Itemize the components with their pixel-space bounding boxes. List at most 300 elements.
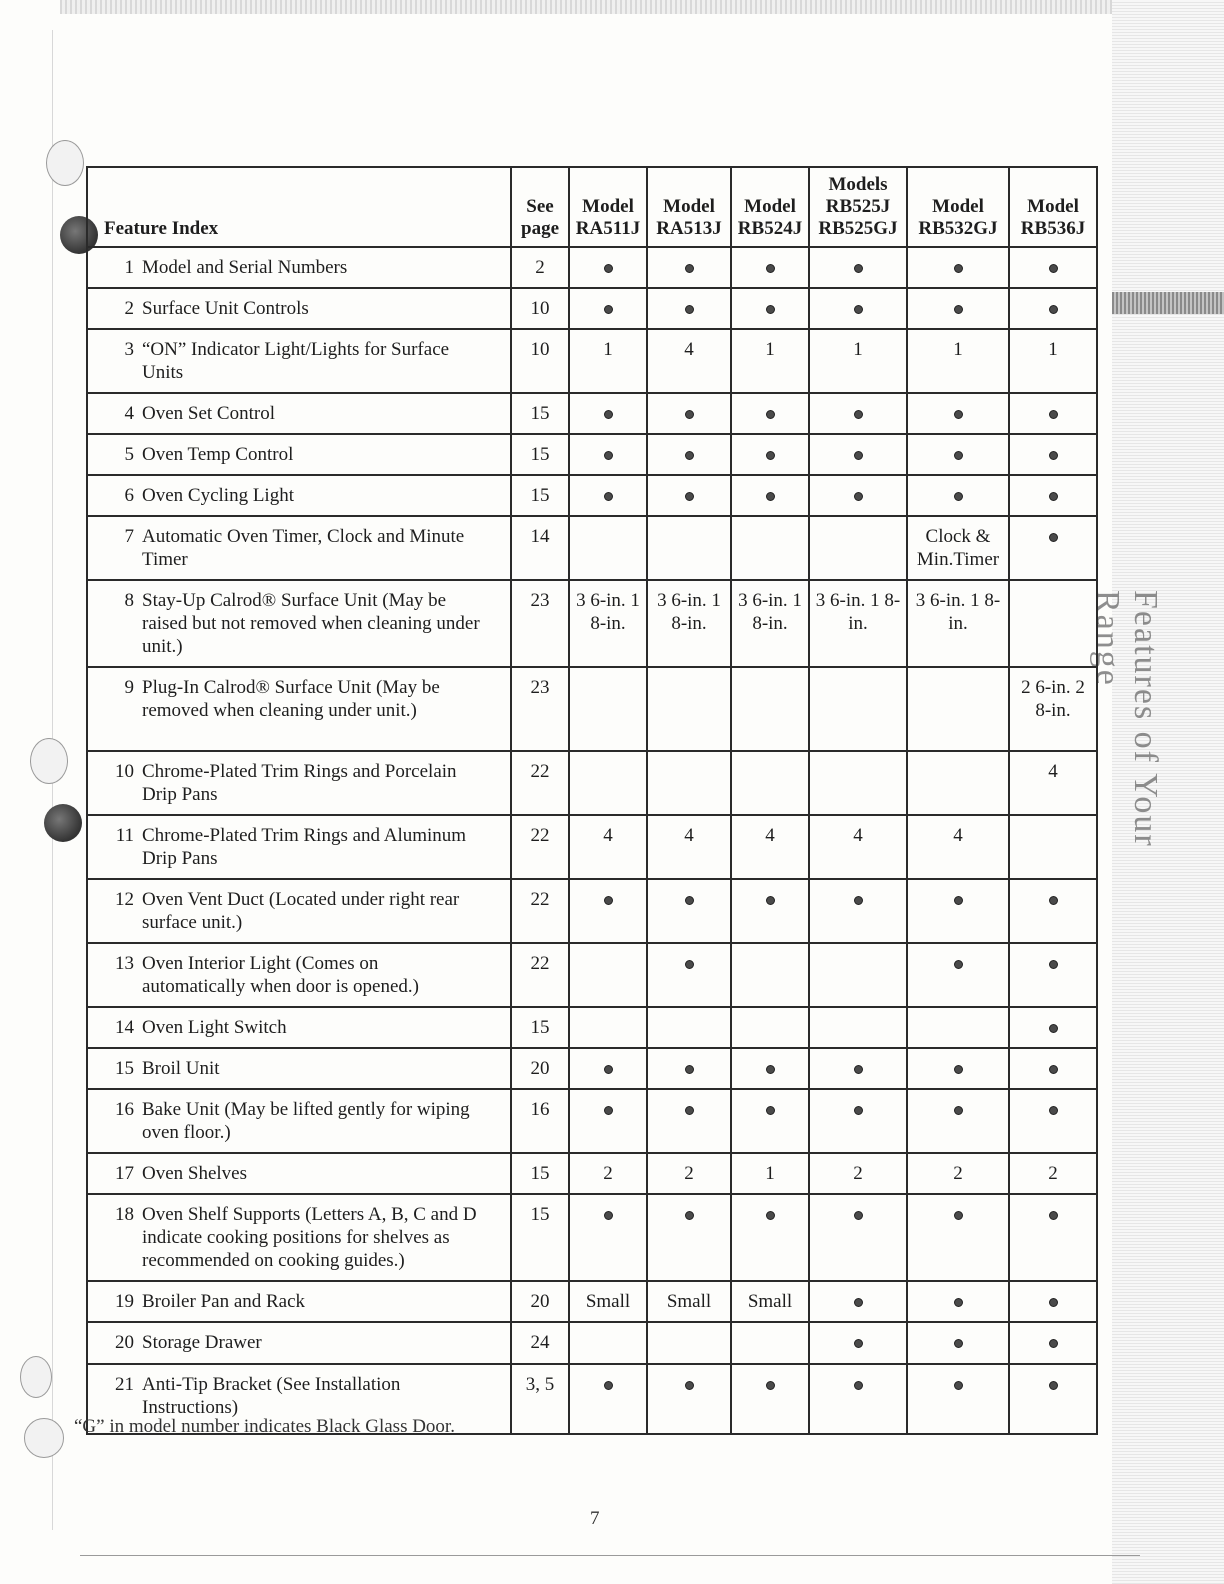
model-cell xyxy=(809,1364,907,1434)
model-cell xyxy=(647,475,731,516)
model-cell xyxy=(647,1089,731,1153)
model-cell xyxy=(647,288,731,329)
model-cell xyxy=(809,1007,907,1048)
feature-cell xyxy=(87,516,511,580)
bullet-icon xyxy=(854,264,863,273)
model-cell: 1 xyxy=(907,329,1009,393)
feature-number: 7 xyxy=(124,526,134,547)
bullet-icon xyxy=(1049,1298,1058,1307)
bullet-icon xyxy=(604,1381,613,1390)
bullet-icon xyxy=(766,1106,775,1115)
feature-name: Model and Serial Numbers xyxy=(142,257,348,278)
bullet-icon xyxy=(1049,1065,1058,1074)
bullet-icon xyxy=(1049,492,1058,501)
feature-number: 21 xyxy=(115,1374,134,1395)
bullet-icon xyxy=(954,1211,963,1220)
model-cell xyxy=(731,1089,809,1153)
model-cell xyxy=(569,475,647,516)
model-cell xyxy=(907,475,1009,516)
feature-name: Broil Unit xyxy=(142,1058,220,1079)
model-cell: 1 xyxy=(569,329,647,393)
side-title: Features of Your Range xyxy=(1089,590,1164,848)
feature-number: 11 xyxy=(115,825,134,846)
bullet-icon xyxy=(604,451,613,460)
see-page-cell: 15 xyxy=(511,393,569,434)
bullet-icon xyxy=(954,960,963,969)
model-cell: 4 xyxy=(647,815,731,879)
see-page-cell: 20 xyxy=(511,1048,569,1089)
bullet-icon xyxy=(854,492,863,501)
model-cell xyxy=(809,1089,907,1153)
bullet-icon xyxy=(766,410,775,419)
model-cell xyxy=(647,667,731,751)
model-cell xyxy=(647,1007,731,1048)
bullet-icon xyxy=(604,264,613,273)
model-cell xyxy=(569,1048,647,1089)
model-cell xyxy=(809,516,907,580)
model-cell xyxy=(809,393,907,434)
table-row xyxy=(87,393,1097,434)
feature-name: Anti-Tip Bracket (See Installation Instructions) xyxy=(142,1374,401,1418)
bullet-icon xyxy=(1049,451,1058,460)
model-cell xyxy=(907,1322,1009,1364)
model-cell xyxy=(907,247,1009,288)
feature-cell xyxy=(87,1048,511,1089)
bullet-icon xyxy=(685,264,694,273)
bullet-icon xyxy=(954,492,963,501)
model-cell xyxy=(569,1364,647,1434)
model-cell xyxy=(809,667,907,751)
bullet-icon xyxy=(766,492,775,501)
model-cell xyxy=(1009,247,1097,288)
model-cell xyxy=(569,434,647,475)
feature-cell xyxy=(87,943,511,1007)
model-cell xyxy=(731,943,809,1007)
model-cell xyxy=(1009,434,1097,475)
feature-name: Surface Unit Controls xyxy=(142,298,309,319)
feature-number: 4 xyxy=(124,403,134,424)
model-cell xyxy=(569,667,647,751)
see-page-cell: 14 xyxy=(511,516,569,580)
model-cell xyxy=(907,1089,1009,1153)
model-cell xyxy=(647,1048,731,1089)
model-cell xyxy=(809,1048,907,1089)
bullet-icon xyxy=(1049,410,1058,419)
model-cell xyxy=(1009,943,1097,1007)
feature-number: 12 xyxy=(115,889,134,910)
bullet-icon xyxy=(1049,1024,1058,1033)
binder-hole xyxy=(20,1356,52,1398)
feature-name: Oven Temp Control xyxy=(142,444,294,465)
scan-edge-bottom xyxy=(80,1555,1140,1556)
feature-number: 20 xyxy=(115,1332,134,1353)
bullet-icon xyxy=(854,451,863,460)
model-cell xyxy=(647,1322,731,1364)
model-cell xyxy=(1009,288,1097,329)
model-cell xyxy=(731,434,809,475)
feature-name: Oven Set Control xyxy=(142,403,275,424)
model-cell xyxy=(809,434,907,475)
model-cell xyxy=(907,667,1009,751)
model-cell: Small xyxy=(569,1281,647,1322)
model-cell xyxy=(731,475,809,516)
model-cell xyxy=(569,247,647,288)
model-cell xyxy=(647,393,731,434)
feature-cell xyxy=(87,1153,511,1194)
model-cell xyxy=(1009,580,1097,667)
model-cell xyxy=(647,943,731,1007)
bullet-icon xyxy=(1049,1339,1058,1348)
model-cell: 1 xyxy=(731,1153,809,1194)
table-row xyxy=(87,943,1097,1007)
binder-hole xyxy=(30,738,68,784)
model-cell: Clock & Min.Timer xyxy=(907,516,1009,580)
bullet-icon xyxy=(854,410,863,419)
feature-number: 6 xyxy=(124,485,134,506)
footnote: “G” in model number indicates Black Glass Door. xyxy=(74,1416,455,1437)
feature-cell xyxy=(87,329,511,393)
model-cell xyxy=(907,288,1009,329)
model-cell xyxy=(647,1364,731,1434)
bullet-icon xyxy=(685,410,694,419)
bullet-icon xyxy=(854,896,863,905)
model-cell xyxy=(907,1048,1009,1089)
table-row xyxy=(87,1007,1097,1048)
feature-index-table xyxy=(86,166,1098,1435)
model-header: Models RB525J RB525GJ xyxy=(809,167,907,247)
model-header: Model RA511J xyxy=(569,167,647,247)
bullet-icon xyxy=(854,1298,863,1307)
feature-number: 10 xyxy=(115,761,134,782)
model-cell xyxy=(907,751,1009,815)
bullet-icon xyxy=(954,451,963,460)
model-cell xyxy=(569,288,647,329)
model-cell xyxy=(731,288,809,329)
feature-number: 13 xyxy=(115,953,134,974)
model-cell: 4 xyxy=(907,815,1009,879)
model-cell: 4 xyxy=(1009,751,1097,815)
bullet-icon xyxy=(954,1106,963,1115)
model-cell xyxy=(731,1322,809,1364)
model-cell xyxy=(907,393,1009,434)
model-cell: 2 xyxy=(647,1153,731,1194)
see-page-cell: 24 xyxy=(511,1322,569,1364)
feature-name: Broiler Pan and Rack xyxy=(142,1291,306,1312)
model-cell xyxy=(647,434,731,475)
table-row xyxy=(87,815,1097,879)
feature-number: 18 xyxy=(115,1204,134,1225)
feature-number: 14 xyxy=(115,1017,134,1038)
model-cell: 4 xyxy=(731,815,809,879)
model-cell xyxy=(569,1194,647,1281)
feature-cell xyxy=(87,580,511,667)
bullet-icon xyxy=(766,451,775,460)
model-cell xyxy=(1009,516,1097,580)
feature-name: Storage Drawer xyxy=(142,1332,262,1353)
feature-cell xyxy=(87,1194,511,1281)
feature-cell xyxy=(87,247,511,288)
bullet-icon xyxy=(685,451,694,460)
model-cell: 4 xyxy=(569,815,647,879)
model-cell xyxy=(569,879,647,943)
feature-name: “ON” Indicator Light/Lights for Surface Units xyxy=(142,339,450,383)
model-cell xyxy=(907,879,1009,943)
model-cell: Small xyxy=(647,1281,731,1322)
feature-cell xyxy=(87,1281,511,1322)
table-row xyxy=(87,751,1097,815)
feature-number: 8 xyxy=(124,590,134,611)
bullet-icon xyxy=(854,1211,863,1220)
model-cell xyxy=(569,516,647,580)
see-page-cell: 22 xyxy=(511,879,569,943)
model-cell xyxy=(1009,393,1097,434)
model-cell: 2 xyxy=(809,1153,907,1194)
feature-cell xyxy=(87,1089,511,1153)
bullet-icon xyxy=(954,1065,963,1074)
feature-number: 17 xyxy=(115,1163,134,1184)
model-cell xyxy=(907,1364,1009,1434)
model-cell xyxy=(569,1089,647,1153)
scan-dark-band xyxy=(1112,292,1224,314)
model-cell: 2 xyxy=(907,1153,1009,1194)
model-cell xyxy=(731,879,809,943)
feature-index-header: Feature Index xyxy=(87,167,511,247)
page-number: 7 xyxy=(590,1508,600,1529)
model-cell xyxy=(731,751,809,815)
feature-name: Plug-In Calrod® Surface Unit (May be removed when cleaning under unit.) xyxy=(142,677,440,721)
model-cell xyxy=(907,943,1009,1007)
model-cell: 1 xyxy=(1009,329,1097,393)
table-row xyxy=(87,434,1097,475)
bullet-icon xyxy=(604,1065,613,1074)
feature-cell xyxy=(87,1007,511,1048)
header-row xyxy=(87,167,1097,247)
bullet-icon xyxy=(685,1106,694,1115)
feature-name: Bake Unit (May be lifted gently for wiping oven floor.) xyxy=(142,1099,470,1143)
bullet-icon xyxy=(1049,1381,1058,1390)
feature-cell xyxy=(87,815,511,879)
model-header: Model RB524J xyxy=(731,167,809,247)
model-cell xyxy=(731,516,809,580)
feature-number: 16 xyxy=(115,1099,134,1120)
bullet-icon xyxy=(766,1381,775,1390)
see-page-cell: 23 xyxy=(511,580,569,667)
bullet-icon xyxy=(604,896,613,905)
table-row xyxy=(87,329,1097,393)
model-cell xyxy=(569,751,647,815)
model-cell: Small xyxy=(731,1281,809,1322)
model-cell xyxy=(731,1007,809,1048)
bullet-icon xyxy=(954,1381,963,1390)
see-page-cell: 15 xyxy=(511,1194,569,1281)
feature-name: Stay-Up Calrod® Surface Unit (May be raised but not removed when cleaning under unit.) xyxy=(142,590,480,657)
model-header: Model RB536J xyxy=(1009,167,1097,247)
feature-name: Chrome-Plated Trim Rings and Porcelain Drip Pans xyxy=(142,761,457,805)
bullet-icon xyxy=(766,1211,775,1220)
model-cell xyxy=(731,247,809,288)
see-page-cell: 22 xyxy=(511,751,569,815)
model-header: Model RB532GJ xyxy=(907,167,1009,247)
model-cell: 2 xyxy=(569,1153,647,1194)
see-page-cell: 15 xyxy=(511,475,569,516)
bullet-icon xyxy=(854,1065,863,1074)
model-cell: 3 6-in. 1 8-in. xyxy=(647,580,731,667)
model-cell xyxy=(1009,1281,1097,1322)
feature-name: Automatic Oven Timer, Clock and Minute Timer xyxy=(142,526,465,570)
see-page-cell: 15 xyxy=(511,434,569,475)
bullet-icon xyxy=(854,1381,863,1390)
feature-number: 15 xyxy=(115,1058,134,1079)
see-page-cell: 20 xyxy=(511,1281,569,1322)
feature-name: Oven Shelf Supports (Letters A, B, C and D indicate cooking positions for shelves as recommended on cooking guides.) xyxy=(142,1204,477,1271)
feature-name: Oven Light Switch xyxy=(142,1017,287,1038)
bullet-icon xyxy=(1049,1211,1058,1220)
feature-number: 19 xyxy=(115,1291,134,1312)
feature-cell xyxy=(87,667,511,751)
feature-cell xyxy=(87,393,511,434)
table-row xyxy=(87,1153,1097,1194)
table-row xyxy=(87,1089,1097,1153)
model-cell xyxy=(1009,1194,1097,1281)
see-page-cell: 3, 5 xyxy=(511,1364,569,1434)
bullet-icon xyxy=(954,1298,963,1307)
model-cell: 4 xyxy=(647,329,731,393)
feature-cell xyxy=(87,288,511,329)
model-cell xyxy=(647,516,731,580)
feature-number: 1 xyxy=(124,257,134,278)
feature-number: 9 xyxy=(124,677,134,698)
bullet-icon xyxy=(685,1381,694,1390)
bullet-icon xyxy=(1049,305,1058,314)
bullet-icon xyxy=(954,1339,963,1348)
bullet-icon xyxy=(1049,960,1058,969)
model-cell xyxy=(809,475,907,516)
binder-hole xyxy=(24,1418,64,1458)
model-cell: 2 6-in. 2 8-in. xyxy=(1009,667,1097,751)
model-cell: 2 xyxy=(1009,1153,1097,1194)
table-row xyxy=(87,247,1097,288)
model-cell xyxy=(907,1007,1009,1048)
model-cell: 3 6-in. 1 8-in. xyxy=(731,580,809,667)
model-cell xyxy=(647,1194,731,1281)
feature-name: Chrome-Plated Trim Rings and Aluminum Drip Pans xyxy=(142,825,467,869)
feature-number: 5 xyxy=(124,444,134,465)
table-row xyxy=(87,667,1097,751)
bullet-icon xyxy=(604,305,613,314)
bullet-icon xyxy=(954,305,963,314)
see-page-cell: 23 xyxy=(511,667,569,751)
model-cell: 3 6-in. 1 8-in. xyxy=(569,580,647,667)
model-cell xyxy=(1009,879,1097,943)
model-cell xyxy=(1009,1007,1097,1048)
model-cell xyxy=(569,1322,647,1364)
bullet-icon xyxy=(954,264,963,273)
table-row xyxy=(87,475,1097,516)
model-cell: 4 xyxy=(809,815,907,879)
table-row xyxy=(87,1048,1097,1089)
bullet-icon xyxy=(685,896,694,905)
model-cell: 1 xyxy=(809,329,907,393)
model-cell xyxy=(569,943,647,1007)
feature-name: Oven Shelves xyxy=(142,1163,248,1184)
model-cell xyxy=(647,247,731,288)
bullet-icon xyxy=(954,410,963,419)
model-cell: 3 6-in. 1 8-in. xyxy=(809,580,907,667)
bullet-icon xyxy=(954,896,963,905)
bullet-icon xyxy=(604,410,613,419)
see-page-cell: 16 xyxy=(511,1089,569,1153)
see-page-cell: 22 xyxy=(511,943,569,1007)
bullet-icon xyxy=(854,1339,863,1348)
feature-cell xyxy=(87,434,511,475)
binder-hole xyxy=(44,804,82,842)
model-cell xyxy=(907,1194,1009,1281)
bullet-icon xyxy=(1049,1106,1058,1115)
model-cell xyxy=(1009,815,1097,879)
model-cell xyxy=(1009,1364,1097,1434)
model-cell xyxy=(731,393,809,434)
feature-cell xyxy=(87,879,511,943)
bullet-icon xyxy=(685,1065,694,1074)
model-cell xyxy=(647,751,731,815)
model-cell xyxy=(569,393,647,434)
feature-number: 3 xyxy=(124,339,134,360)
model-cell xyxy=(809,943,907,1007)
scan-edge-top xyxy=(60,0,1200,14)
see-page-cell: 10 xyxy=(511,288,569,329)
model-cell xyxy=(1009,1089,1097,1153)
feature-name: Oven Interior Light (Comes on automatically when door is opened.) xyxy=(142,953,420,997)
bullet-icon xyxy=(766,305,775,314)
bullet-icon xyxy=(685,492,694,501)
model-header: Model RA513J xyxy=(647,167,731,247)
bullet-icon xyxy=(604,492,613,501)
bullet-icon xyxy=(766,896,775,905)
feature-cell xyxy=(87,751,511,815)
model-cell xyxy=(809,1194,907,1281)
model-cell xyxy=(731,1364,809,1434)
model-cell xyxy=(731,1194,809,1281)
bullet-icon xyxy=(685,960,694,969)
model-cell xyxy=(907,1281,1009,1322)
model-cell xyxy=(1009,1048,1097,1089)
see-page-cell: 15 xyxy=(511,1007,569,1048)
model-cell xyxy=(1009,475,1097,516)
model-cell xyxy=(809,1281,907,1322)
bullet-icon xyxy=(854,305,863,314)
bullet-icon xyxy=(685,305,694,314)
model-cell: 3 6-in. 1 8-in. xyxy=(907,580,1009,667)
feature-cell xyxy=(87,1322,511,1364)
binder-hole xyxy=(46,140,84,186)
table-row xyxy=(87,1281,1097,1322)
feature-number: 2 xyxy=(124,298,134,319)
see-page-cell: 15 xyxy=(511,1153,569,1194)
bullet-icon xyxy=(766,264,775,273)
bullet-icon xyxy=(1049,896,1058,905)
see-page-header: See page xyxy=(511,167,569,247)
bullet-icon xyxy=(604,1211,613,1220)
model-cell xyxy=(731,667,809,751)
model-cell xyxy=(907,434,1009,475)
bullet-icon xyxy=(1049,533,1058,542)
bullet-icon xyxy=(604,1106,613,1115)
see-page-cell: 10 xyxy=(511,329,569,393)
table-row xyxy=(87,879,1097,943)
model-cell xyxy=(1009,1322,1097,1364)
model-cell xyxy=(731,1048,809,1089)
feature-name: Oven Vent Duct (Located under right rear surface unit.) xyxy=(142,889,460,933)
